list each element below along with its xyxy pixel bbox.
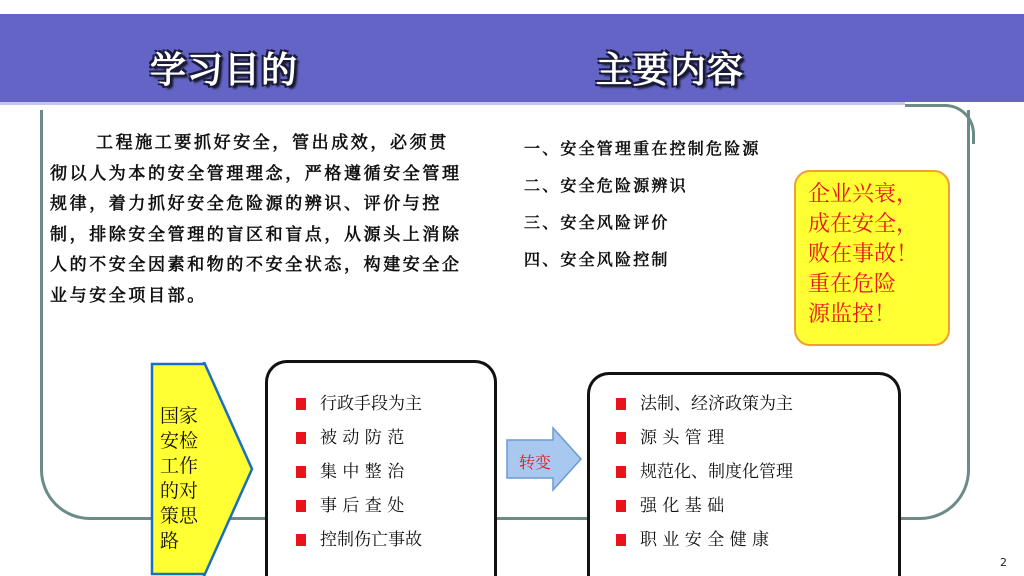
bullet-icon bbox=[616, 534, 626, 546]
list-item: 规范化、制度化管理 bbox=[616, 457, 898, 491]
banner-underline bbox=[0, 102, 905, 105]
list-item: 事 后 查 处 bbox=[296, 491, 494, 525]
bullet-icon bbox=[616, 432, 626, 444]
list-item: 职 业 安 全 健 康 bbox=[616, 525, 898, 559]
list-item: 控制伤亡事故 bbox=[296, 525, 494, 559]
bullet-icon bbox=[296, 432, 306, 444]
bullet-icon bbox=[616, 466, 626, 478]
contents-item: 三、安全风险评价 bbox=[524, 213, 670, 232]
bullet-icon bbox=[296, 398, 306, 410]
bullet-icon bbox=[296, 466, 306, 478]
section-title-contents: 主要内容 bbox=[596, 50, 745, 91]
page-number: 2 bbox=[1000, 556, 1007, 569]
list-item: 行政手段为主 bbox=[296, 389, 494, 423]
contents-item: 四、安全风险控制 bbox=[524, 250, 670, 269]
list-item: 集 中 整 治 bbox=[296, 457, 494, 491]
list-item: 源 头 管 理 bbox=[616, 423, 898, 457]
slogan-line: 企业兴衰， bbox=[808, 182, 919, 207]
list-item: 被 动 防 范 bbox=[296, 423, 494, 457]
bullet-icon bbox=[616, 398, 626, 410]
slogan-line: 源监控！ bbox=[808, 302, 897, 327]
list-item: 法制、经济政策为主 bbox=[616, 389, 898, 423]
old-approach-box bbox=[265, 360, 497, 576]
slogan-line: 败在事故！ bbox=[808, 242, 919, 267]
transition-label: 转变 bbox=[519, 453, 552, 472]
slogan-callout bbox=[794, 170, 950, 346]
new-approach-box bbox=[587, 372, 901, 576]
contents-item: 一、安全管理重在控制危险源 bbox=[524, 139, 761, 158]
strategy-label: 国家安检工作的对策思路 bbox=[160, 405, 199, 552]
section-title-objectives: 学习目的 bbox=[150, 50, 299, 91]
intro-paragraph: 工程施工要抓好安全，管出成效，必须贯彻以人为本的安全管理理念，严格遵循安全管理规律，着力抓好安全危险源的辨识、评价与控制，排除安全管理的盲区和盲点，从源头上消除人的不安全因素和物的不安全状态，构建安全企业与安全项目部。 bbox=[50, 133, 462, 306]
contents-item: 二、安全危险源辨识 bbox=[524, 176, 688, 195]
contents-list bbox=[524, 136, 761, 284]
bullet-icon bbox=[296, 500, 306, 512]
slogan-line: 重在危险 bbox=[808, 272, 897, 297]
list-item: 强 化 基 础 bbox=[616, 491, 898, 525]
bullet-icon bbox=[296, 534, 306, 546]
slogan-line: 成在安全， bbox=[808, 212, 919, 237]
bullet-icon bbox=[616, 500, 626, 512]
